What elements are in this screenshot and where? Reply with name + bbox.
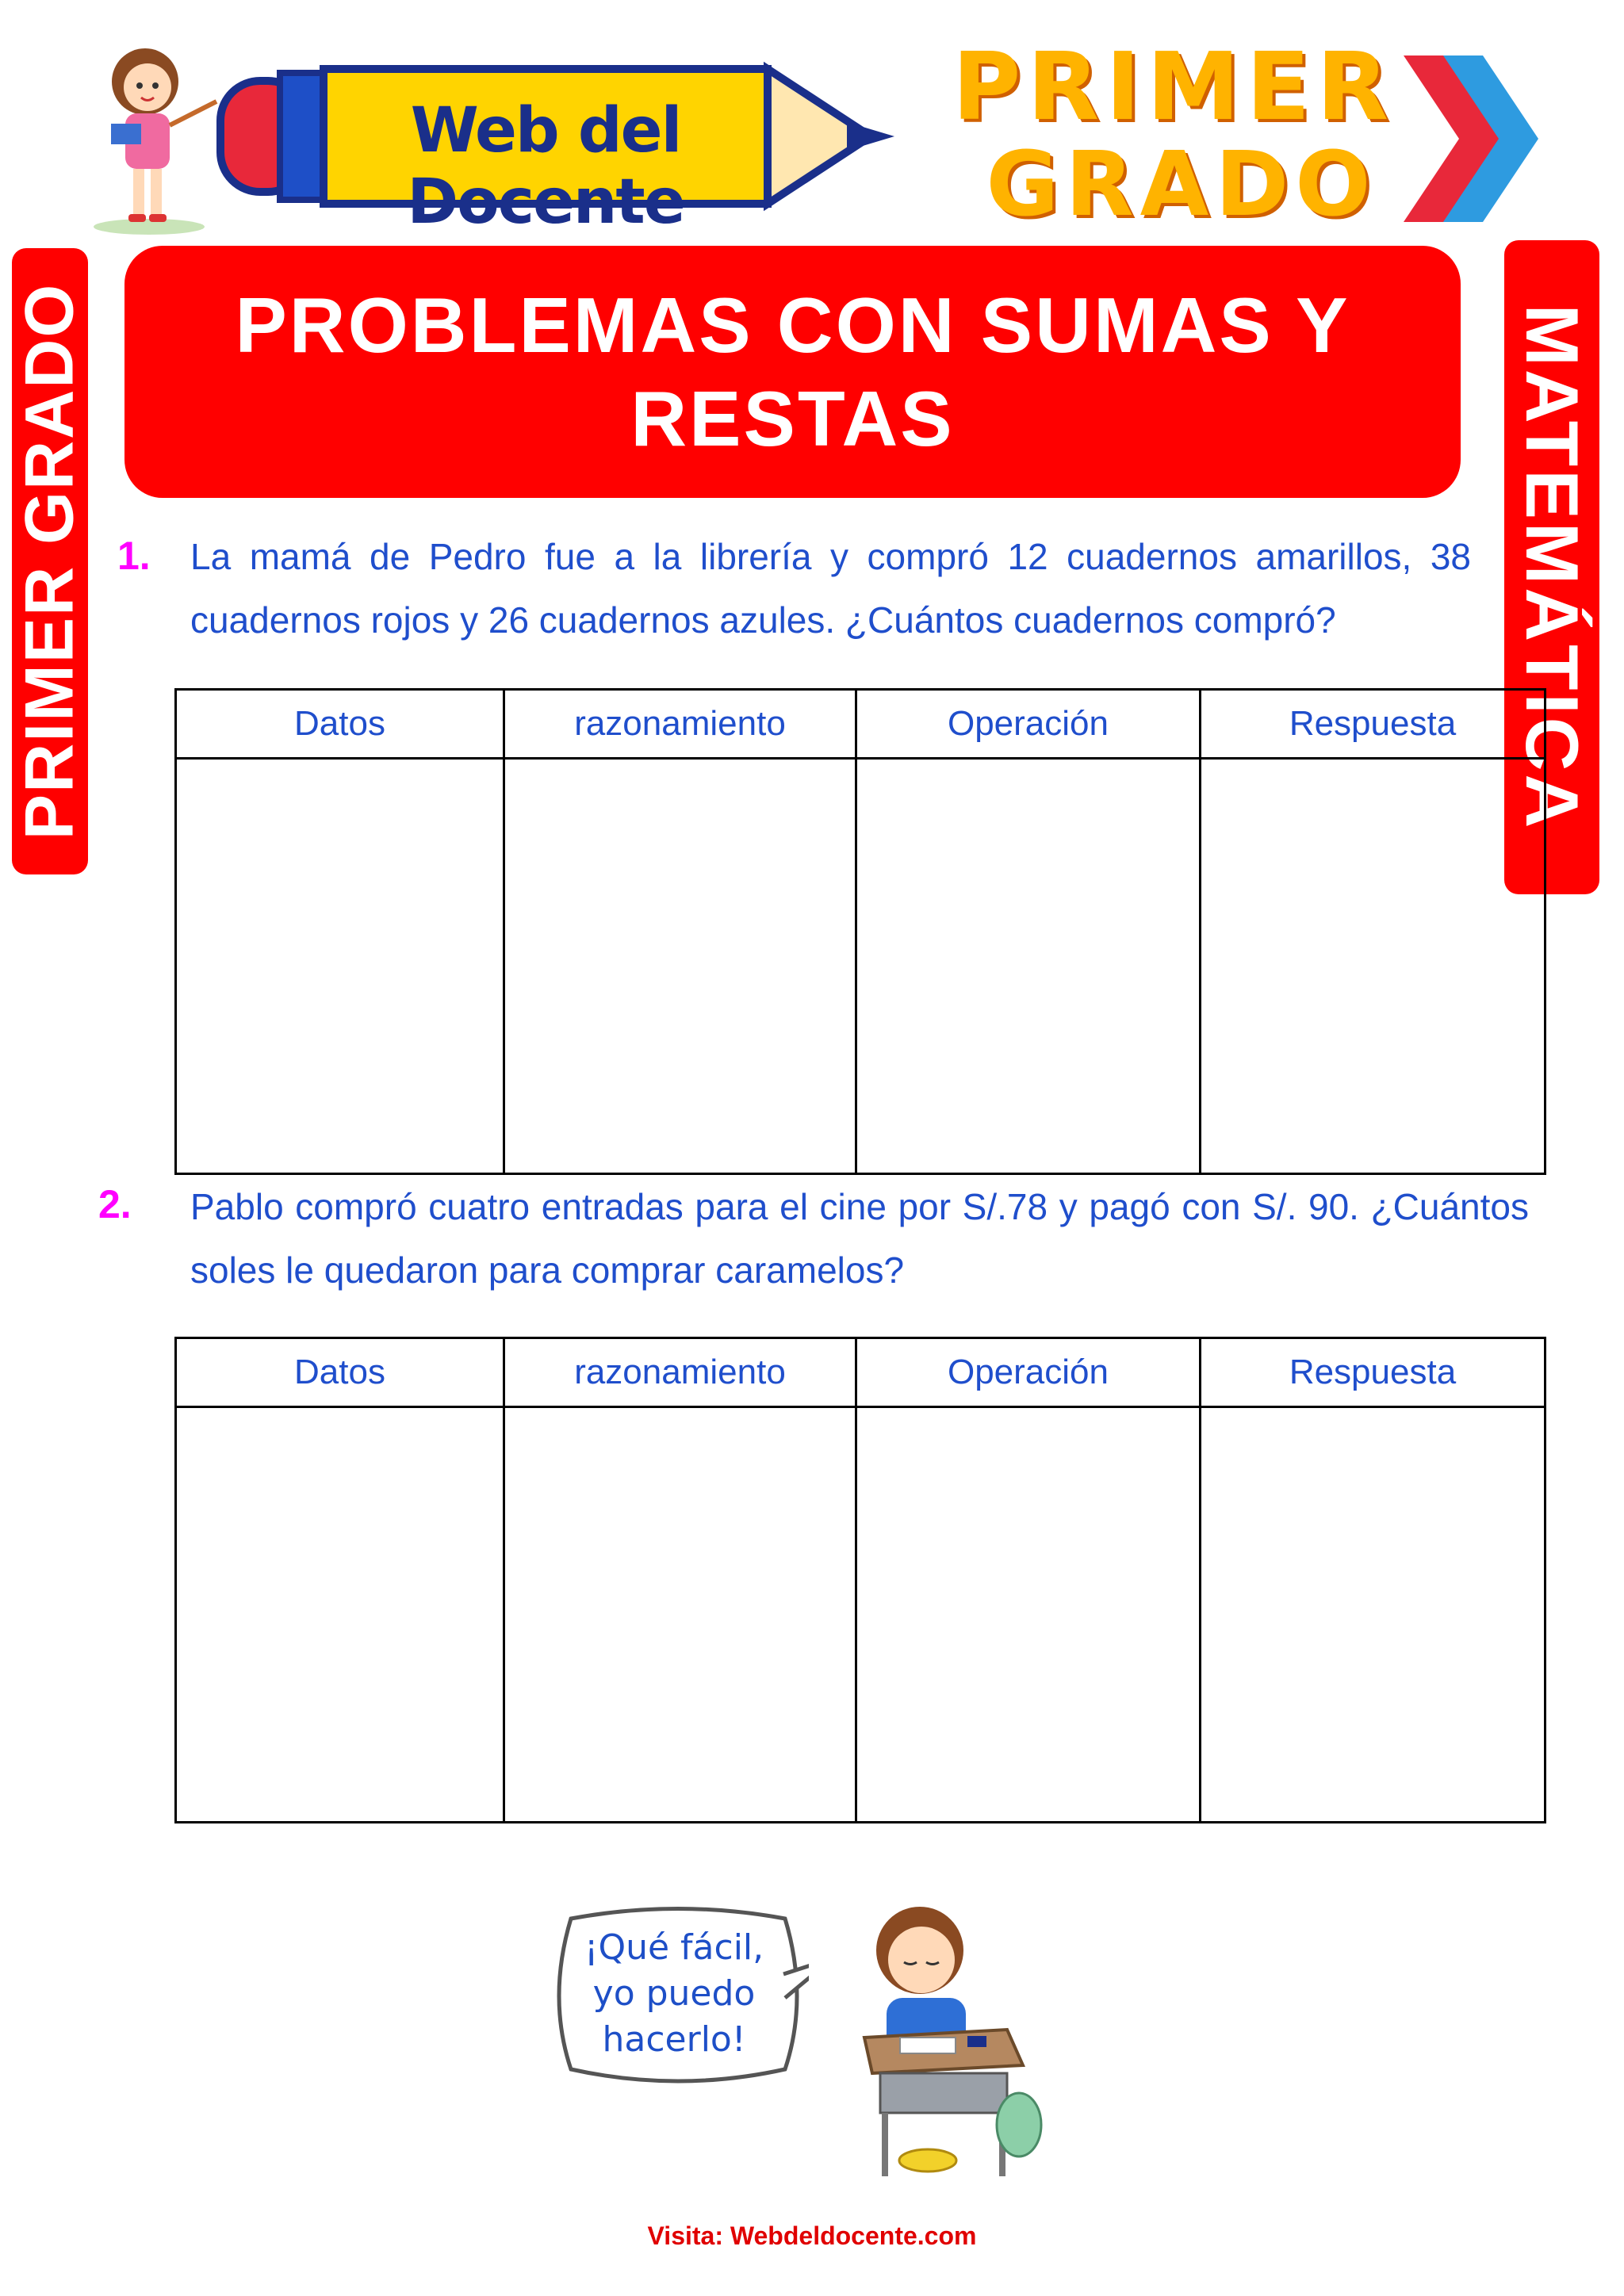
cell-razonamiento[interactable] (504, 1407, 856, 1823)
boy-at-desk-illustration (825, 1895, 1063, 2188)
problem-1-text: La mamá de Pedro fue a la librería y compró 12 cuadernos amarillos, 38 cuadernos rojos y 26 cuadernos azules. ¿Cuántos cuadernos compró? (190, 536, 1471, 641)
work-table-1 (174, 688, 1546, 1175)
header-datos: Datos (176, 1338, 504, 1407)
cell-respuesta[interactable] (1201, 1407, 1545, 1823)
table-answer-row (176, 759, 1545, 1174)
primer-grado-logo (928, 32, 1554, 246)
page-title: PROBLEMAS CON SUMAS Y RESTAS (235, 281, 1350, 462)
header-razonamiento: razonamiento (504, 1338, 856, 1407)
header-razonamiento: razonamiento (504, 690, 856, 759)
side-banner-right-label: MATEMÁTICA (1511, 304, 1594, 831)
logo-text: Web del Docente (407, 95, 684, 238)
header-respuesta: Respuesta (1201, 1338, 1545, 1407)
footer-link[interactable]: Visita: Webdeldocente.com (647, 2221, 977, 2250)
cell-operacion[interactable] (856, 1407, 1201, 1823)
teacher-illustration (70, 38, 236, 236)
problem-2-text: Pablo compró cuatro entradas para el cine por S/.78 y pagó con S/. 90. ¿Cuántos soles le quedaron para comprar caramelos? (190, 1186, 1529, 1291)
speech-line-3: hacerlo! (602, 2019, 746, 2060)
grade-line2: GRADO (986, 133, 1377, 236)
table-header-row (176, 690, 1545, 759)
title-banner (124, 246, 1461, 498)
problem-2-number: 2. (98, 1182, 132, 1226)
speech-line-1: ¡Qué fácil, (584, 1927, 764, 1968)
cell-datos[interactable] (176, 759, 504, 1174)
header-operacion: Operación (856, 1338, 1201, 1407)
header-datos: Datos (176, 690, 504, 759)
grade-line1: PRIMER (952, 32, 1396, 141)
header-respuesta: Respuesta (1201, 690, 1545, 759)
cell-razonamiento[interactable] (504, 759, 856, 1174)
side-banner-left-label: PRIMER GRADO (11, 282, 88, 840)
speech-line-2: yo puedo (592, 1973, 756, 2014)
speech-bubble (547, 1903, 809, 2093)
side-banner-left (12, 248, 88, 874)
header-operacion: Operación (856, 690, 1201, 759)
problem-1-number: 1. (117, 534, 151, 578)
table-answer-row (176, 1407, 1545, 1823)
cell-datos[interactable] (176, 1407, 504, 1823)
cell-operacion[interactable] (856, 759, 1201, 1174)
web-del-docente-logo (213, 49, 926, 238)
cell-respuesta[interactable] (1201, 759, 1545, 1174)
table-header-row (176, 1338, 1545, 1407)
work-table-2 (174, 1337, 1546, 1823)
